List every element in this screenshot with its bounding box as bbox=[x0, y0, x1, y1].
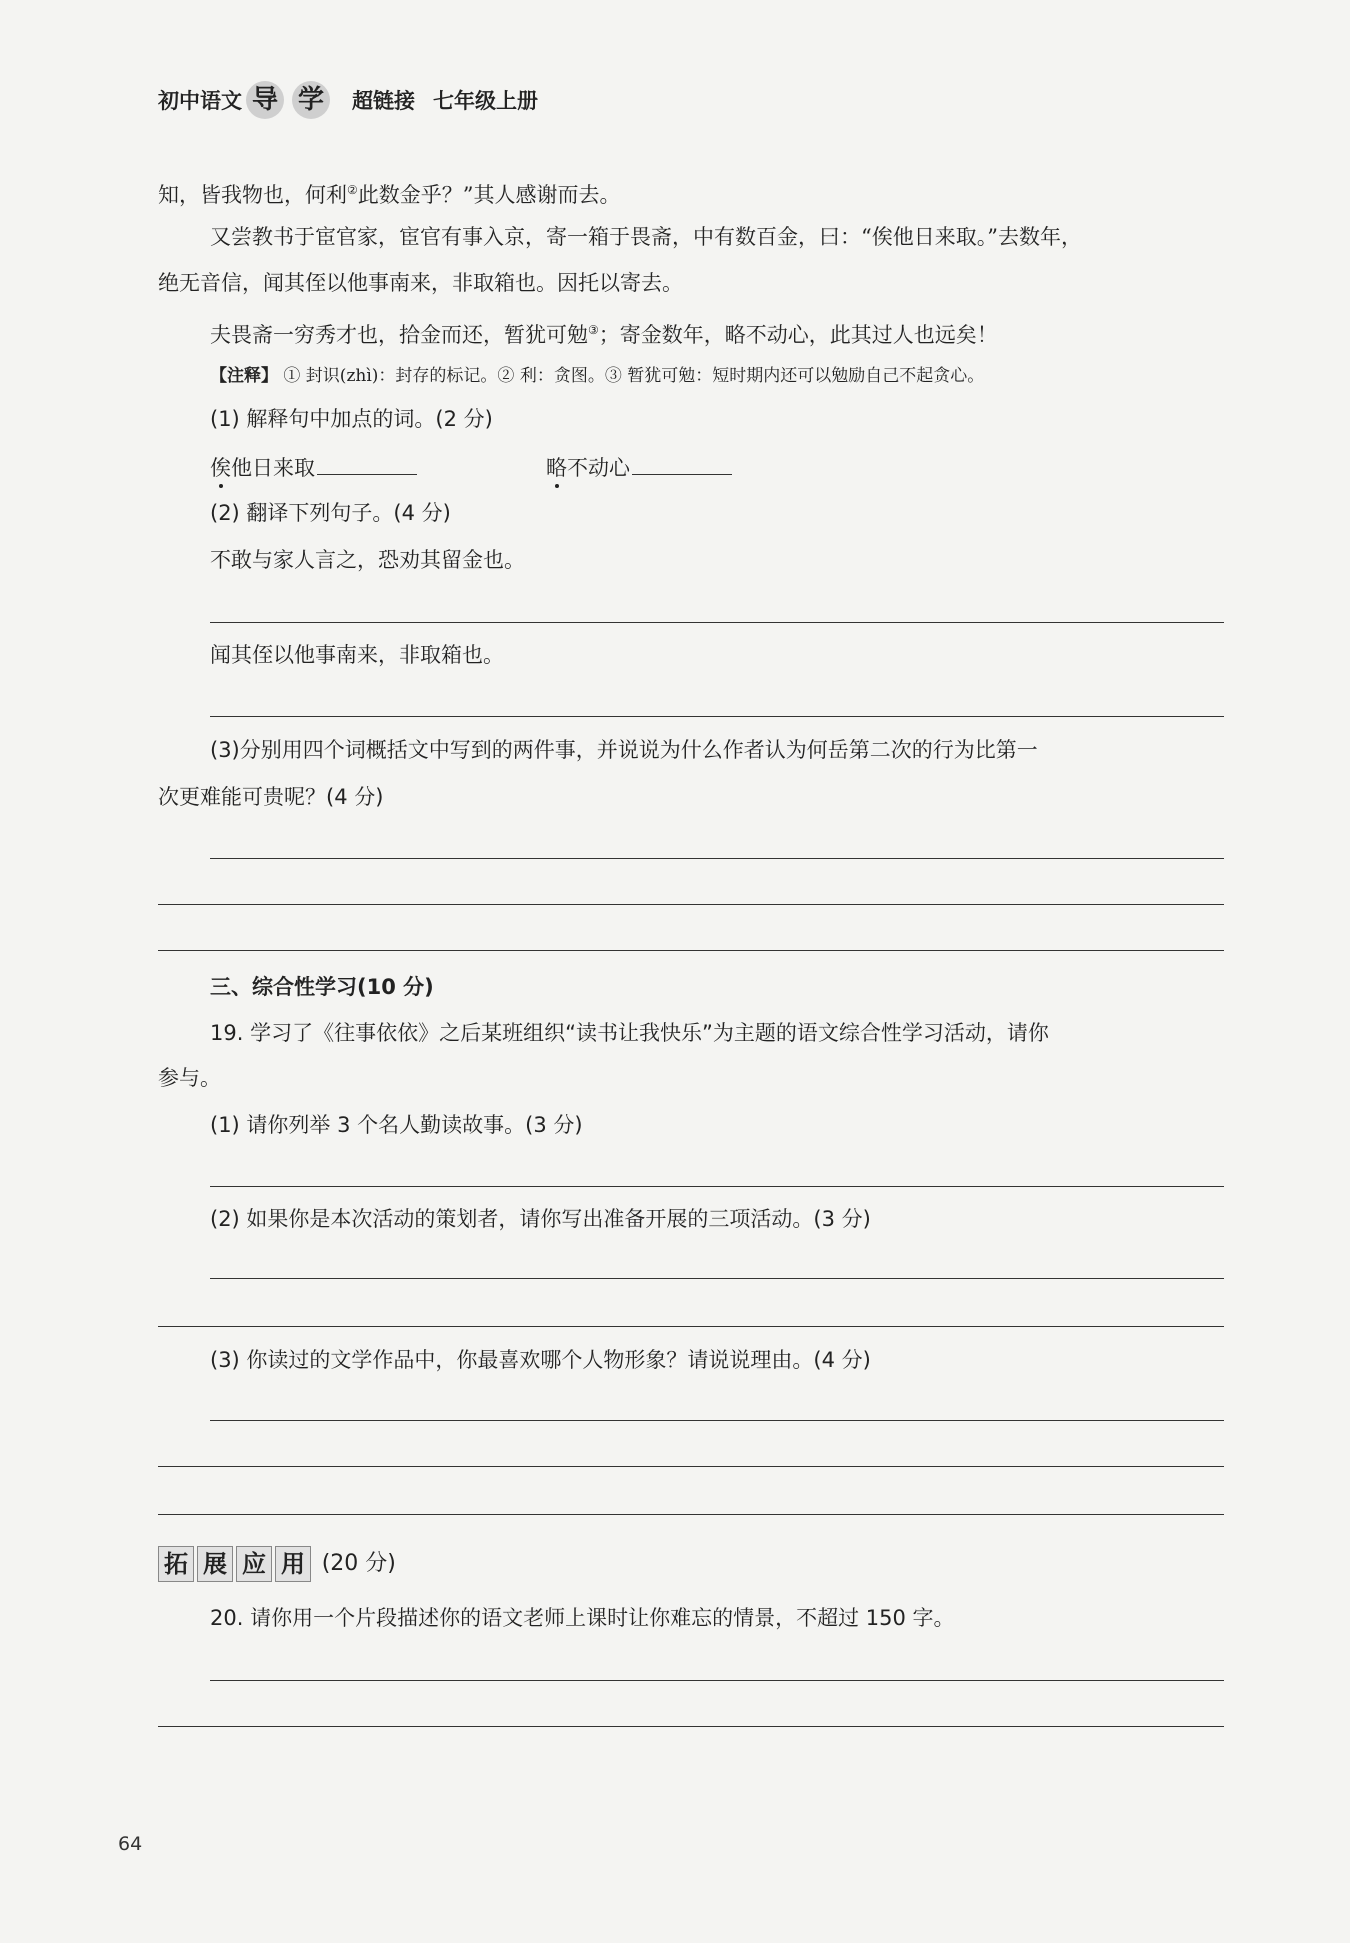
header-char-dao: 导 bbox=[246, 81, 284, 119]
header-char-xue: 学 bbox=[292, 81, 330, 119]
answer-blank-2[interactable] bbox=[632, 452, 732, 475]
answer-line[interactable] bbox=[210, 1680, 1224, 1681]
dotted-char: 略 bbox=[546, 456, 567, 480]
extension-score: (20 分) bbox=[321, 1550, 396, 1576]
annotation-text: ① 封识(zhì)：封存的标记。② 利：贪图。③ 暂犹可勉：短时期内还可以勉励自己不起贪心。 bbox=[283, 366, 985, 386]
footnote-2: ② bbox=[347, 183, 358, 197]
answer-line[interactable] bbox=[210, 1420, 1224, 1421]
answer-line[interactable] bbox=[210, 622, 1224, 623]
q18-sub3-line2: 次更难能可贵呢？(4 分) bbox=[158, 785, 384, 809]
q18-sub1: (1) 解释句中加点的词。(2 分) bbox=[210, 407, 493, 431]
passage-line-1: 知，皆我物也，何利②此数金乎？”其人感谢而去。 bbox=[158, 183, 621, 207]
extension-heading bbox=[158, 1546, 396, 1582]
page-header bbox=[158, 78, 538, 122]
q19-sub2: (2) 如果你是本次活动的策划者，请你写出准备开展的三项活动。(3 分) bbox=[210, 1207, 871, 1231]
q20-text: 20. 请你用一个片段描述你的语文老师上课时让你难忘的情景，不超过 150 字。 bbox=[210, 1606, 955, 1630]
passage-line-4: 夫畏斋一穷秀才也，拾金而还，暂犹可勉③；寄金数年，略不动心，此其过人也远矣！ bbox=[210, 323, 998, 347]
section-3-title: 三、综合性学习(10 分) bbox=[210, 975, 434, 999]
page-number: 64 bbox=[118, 1833, 143, 1855]
header-grade: 七年级上册 bbox=[433, 89, 538, 113]
q18-sentence-2: 闻其侄以他事南来，非取箱也。 bbox=[210, 643, 504, 667]
q18-word1: 俟他日来取 bbox=[210, 452, 417, 483]
answer-line[interactable] bbox=[210, 1278, 1224, 1279]
q19-sub3: (3) 你读过的文学作品中，你最喜欢哪个人物形象？请说说理由。(4 分) bbox=[210, 1348, 871, 1372]
dotted-char: 俟 bbox=[210, 456, 231, 480]
answer-line[interactable] bbox=[158, 1326, 1224, 1327]
q18-sub3-line1: (3)分别用四个词概括文中写到的两件事，并说说为什么作者认为何岳第二次的行为比第一 bbox=[210, 738, 1038, 762]
answer-line[interactable] bbox=[210, 858, 1224, 859]
passage-line-3: 绝无音信，闻其侄以他事南来，非取箱也。因托以寄去。 bbox=[158, 271, 683, 295]
q18-word2: 略不动心 bbox=[546, 452, 732, 483]
annotation bbox=[210, 361, 984, 391]
q18-sub2: (2) 翻译下列句子。(4 分) bbox=[210, 501, 451, 525]
passage-line-2: 又尝教书于宦官家，宦官有事入京，寄一箱于畏斋，中有数百金，曰：“俟他日来取。”去数年， bbox=[210, 225, 1082, 249]
q19-line2: 参与。 bbox=[158, 1066, 221, 1090]
answer-line[interactable] bbox=[158, 904, 1224, 905]
q19-line1: 19. 学习了《往事依依》之后某班组织“读书让我快乐”为主题的语文综合性学习活动，请你 bbox=[210, 1021, 1049, 1045]
answer-line[interactable] bbox=[210, 1186, 1224, 1187]
answer-line[interactable] bbox=[210, 716, 1224, 717]
answer-line[interactable] bbox=[158, 950, 1224, 951]
answer-line[interactable] bbox=[158, 1514, 1224, 1515]
answer-blank-1[interactable] bbox=[317, 452, 417, 475]
answer-line[interactable] bbox=[158, 1466, 1224, 1467]
header-link: 超链接 bbox=[352, 89, 415, 113]
header-prefix: 初中语文 bbox=[158, 89, 242, 113]
q19-sub1: (1) 请你列举 3 个名人勤读故事。(3 分) bbox=[210, 1113, 583, 1137]
footnote-3: ③ bbox=[588, 323, 599, 337]
extension-badge: 拓 展 应 用 bbox=[158, 1546, 311, 1582]
q18-sentence-1: 不敢与家人言之，恐劝其留金也。 bbox=[210, 548, 525, 572]
annotation-label: 【注释】 bbox=[210, 366, 278, 386]
answer-line[interactable] bbox=[158, 1726, 1224, 1727]
